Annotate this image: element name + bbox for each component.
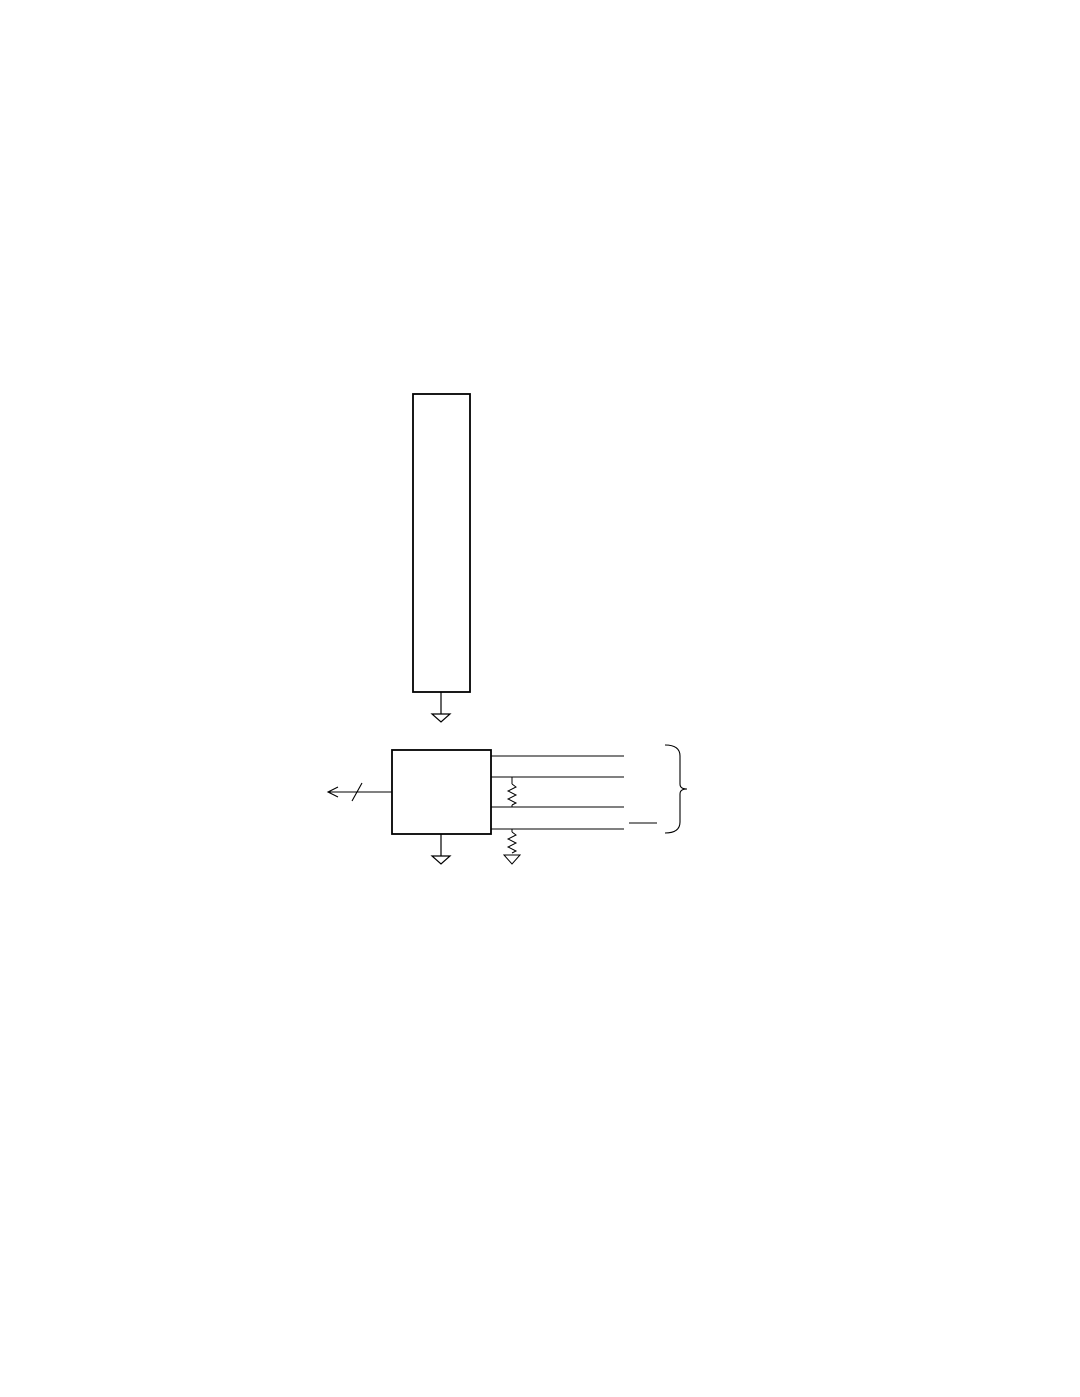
- totalizer-ground-icon: [432, 834, 450, 864]
- totalizer-block: [392, 750, 491, 834]
- totalizer-bus-arrow: [328, 783, 392, 801]
- pullup-resistor-icon: [508, 777, 516, 807]
- dio-ground-icon: [432, 692, 450, 722]
- totalizer-channel-brace: [665, 745, 687, 833]
- dio-block: [413, 394, 470, 692]
- pulldown-resistor-icon: [504, 829, 520, 864]
